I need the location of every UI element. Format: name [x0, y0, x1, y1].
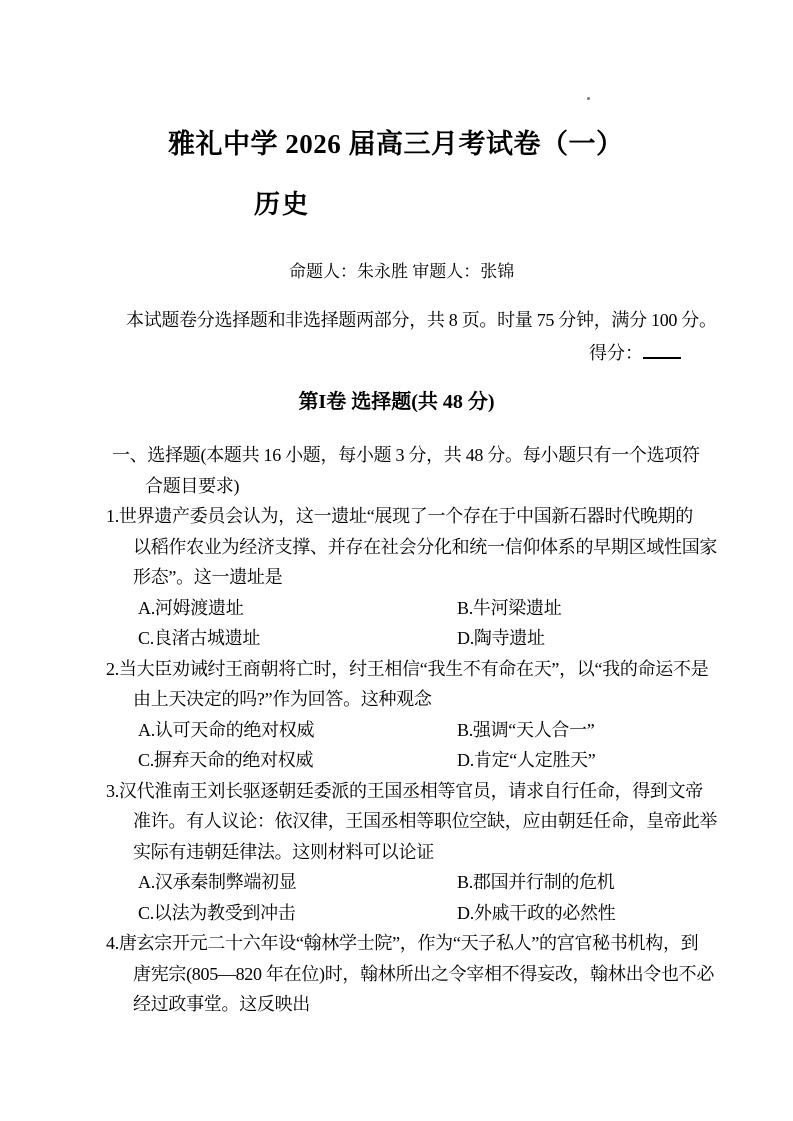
- authors-line: 命题人：朱永胜 审题人：张锦: [289, 262, 515, 281]
- question-stem-line: 经过政事堂。这反映出: [133, 994, 310, 1014]
- option-row: [0, 867, 793, 898]
- option-b: B.强调“天人合一”: [457, 719, 595, 740]
- exam-intro-line: 本试题卷分选择题和非选择题两部分，共 8 页。时量 75 分钟，满分 100 分。: [126, 310, 717, 330]
- scan-artifact-dot: [587, 97, 590, 100]
- score-line: [589, 337, 681, 365]
- question-stem-line: 4.唐玄宗开元二十六年设“翰林学士院”，作为“天子私人”的宫官秘书机构，到: [106, 933, 699, 953]
- question-stem-line: 唐宪宗(805—820 年在位)时，翰林所出之令宰相不得妄改，翰林出令也不必: [133, 963, 715, 984]
- question-stem-line: 实际有违朝廷律法。这则材料可以论证: [133, 841, 434, 862]
- option-d: D.外戚干政的必然性: [457, 902, 616, 923]
- option-row: [0, 715, 793, 746]
- option-a: A.河姆渡遗址: [138, 597, 244, 618]
- question-stem-line: 2.当大臣劝诫纣王商朝将亡时，纣王相信“我生不有命在天”，以“我的命运不是: [106, 658, 709, 679]
- option-b: B.郡国并行制的危机: [457, 872, 615, 892]
- page-title: 雅礼中学 2026 届高三月考试卷（一）: [168, 129, 624, 159]
- question-stem-line: 以稻作农业为经济支撑、并存在社会分化和统一信仰体系的早期区域性国家: [133, 536, 718, 557]
- option-row: [0, 623, 793, 654]
- question-stem-line: 形态”。这一遗址是: [133, 567, 283, 587]
- question-stem-line: 1.世界遗产委员会认为，这一遗址“展现了一个存在于中国新石器时代晚期的: [106, 506, 693, 526]
- question-number: 3.: [106, 780, 119, 801]
- option-c: C.摒弃天命的绝对权威: [138, 750, 314, 770]
- score-label: 得分：: [589, 343, 643, 363]
- question-number: 4.: [106, 933, 119, 953]
- question-stem-line: 准许。有人议论：依汉律，王国丞相等职位空缺，应由朝廷任命，皇帝此举: [133, 811, 718, 831]
- question-number: 2.: [106, 658, 119, 679]
- body-text: [0, 440, 793, 1020]
- option-a: A.认可天命的绝对权威: [138, 719, 315, 740]
- option-c: C.以法为教受到冲击: [138, 902, 296, 923]
- question-stem-line: 3.汉代淮南王刘长驱逐朝廷委派的王国丞相等官员，请求自行任命，得到文帝: [106, 780, 704, 801]
- option-d: D.肯定“人定胜天”: [457, 750, 596, 770]
- section1-heading: 第I卷 选择题(共 48 分): [298, 391, 495, 413]
- option-d: D.陶寺遗址: [457, 628, 545, 648]
- section-note-line: 一、选择题(本题共 16 小题，每小题 3 分，共 48 分。每小题只有一个选项符: [112, 445, 700, 465]
- question-number: 1.: [106, 506, 119, 526]
- score-blank-underline: [643, 337, 681, 359]
- option-row: [0, 745, 793, 776]
- option-c: C.良渚古城遗址: [138, 628, 261, 648]
- option-a: A.汉承秦制弊端初显: [138, 872, 297, 892]
- option-row: [0, 593, 793, 624]
- question-stem-line: 由上天决定的吗?”作为回答。这种观念: [133, 689, 432, 709]
- option-b: B.牛河梁遗址: [457, 597, 562, 618]
- subject-title: 历史: [254, 190, 311, 219]
- section-note-line: 合题目要求): [145, 475, 240, 496]
- questions: [0, 501, 793, 1020]
- option-row: [0, 898, 793, 929]
